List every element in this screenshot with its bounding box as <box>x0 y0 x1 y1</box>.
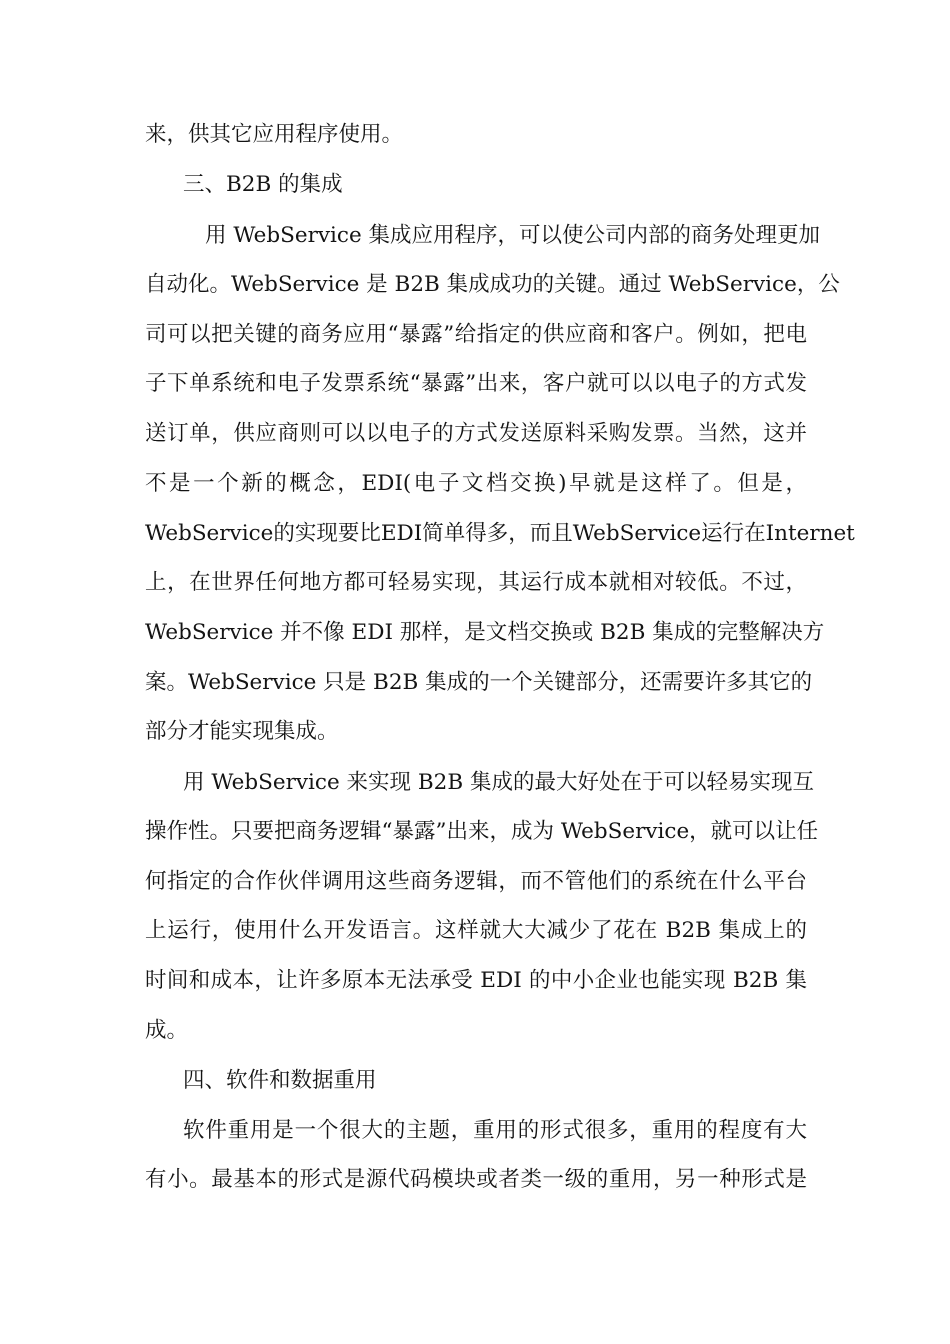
text-line: 何指定的合作伙伴调用这些商务逻辑，而不管他们的系统在什么平台 <box>145 869 807 894</box>
text-line: 送订单，供应商则可以以电子的方式发送原料采购发票。当然，这并 <box>145 421 807 446</box>
text-line: WebService的实现要比EDI简单得多，而且WebService运行在Internet <box>145 521 855 546</box>
text-line: 上，在世界任何地方都可轻易实现，其运行成本就相对较低。不过， <box>145 570 807 595</box>
text-line: 来，供其它应用程序使用。 <box>145 122 404 147</box>
text-line: 自动化。WebService 是 B2B 集成成功的关键。通过 WebService，公 <box>145 272 840 297</box>
text-line: 司可以把关键的商务应用“暴露”给指定的供应商和客户。例如，把电 <box>145 322 807 347</box>
section-heading: 四、软件和数据重用 <box>183 1068 377 1093</box>
text-line: 子下单系统和电子发票系统“暴露”出来，客户就可以以电子的方式发 <box>145 371 807 396</box>
text-line: 用 WebService 来实现 B2B 集成的最大好处在于可以轻易实现互 <box>183 770 814 795</box>
text-line: WebService 并不像 EDI 那样，是文档交换或 B2B 集成的完整解决方 <box>145 620 825 645</box>
text-line: 操作性。只要把商务逻辑“暴露”出来，成为 WebService，就可以让任 <box>145 819 819 844</box>
text-line: 有小。最基本的形式是源代码模块或者类一级的重用，另一种形式是 <box>145 1167 807 1192</box>
text-line: 用 WebService 集成应用程序，可以使公司内部的商务处理更加 <box>205 223 821 248</box>
text-line: 案。WebService 只是 B2B 集成的一个关键部分，还需要许多其它的 <box>145 670 813 695</box>
text-line: 成。 <box>145 1018 189 1043</box>
text-line: 上运行，使用什么开发语言。这样就大大减少了花在 B2B 集成上的 <box>145 918 807 943</box>
section-heading: 三、B2B 的集成 <box>183 172 343 197</box>
text-line: 软件重用是一个很大的主题，重用的形式很多，重用的程度有大 <box>183 1118 807 1143</box>
text-line: 不是一个新的概念，EDI(电子文档交换)早就是这样了。但是， <box>145 471 807 496</box>
text-line: 时间和成本，让许多原本无法承受 EDI 的中小企业也能实现 B2B 集 <box>145 968 807 993</box>
text-line: 部分才能实现集成。 <box>145 719 339 744</box>
